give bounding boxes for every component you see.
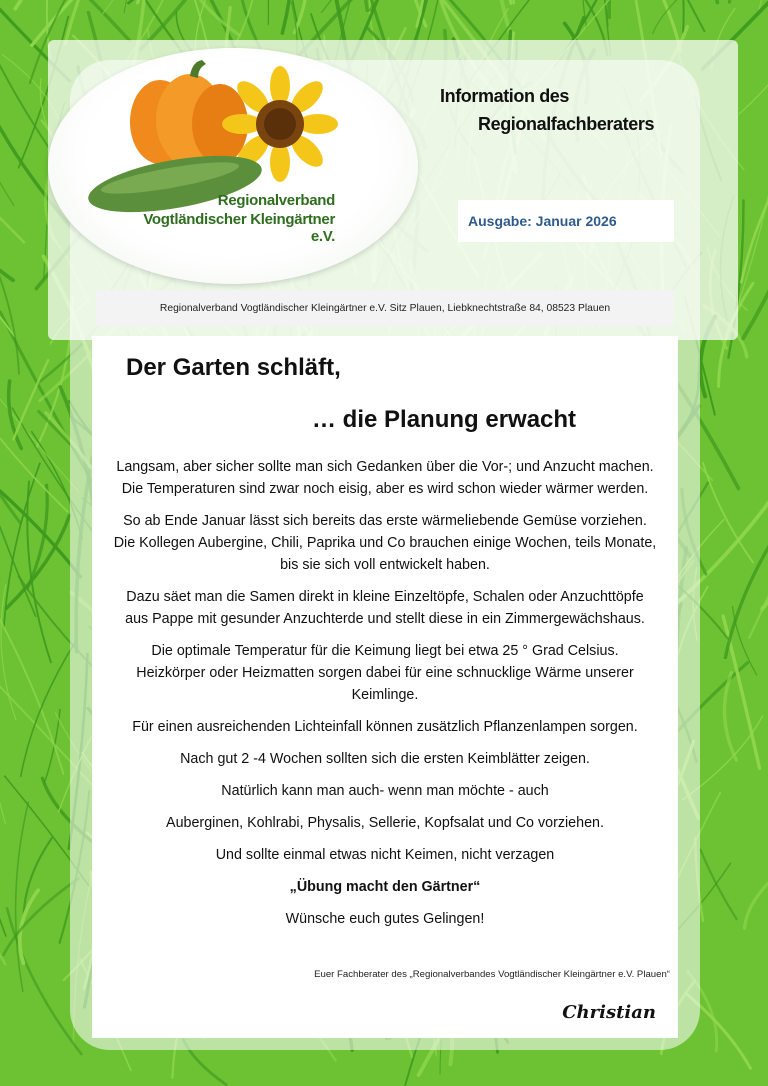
text-line: Langsam, aber sicher sollte man sich Gedanken über die Vor-; und Anzucht machen.: [116, 459, 654, 475]
paragraph: [92, 586, 678, 630]
edition-label: Ausgabe: Januar 2026: [458, 200, 674, 242]
closing-wish: Wünsche euch gutes Gelingen!: [285, 911, 485, 927]
text-line: bis sie sich voll entwickelt haben.: [280, 557, 490, 573]
article-panel: [92, 336, 678, 1038]
text-line: Dazu säet man die Samen direkt in kleine Einzeltöpfe, Schalen oder Anzuchttöpfe: [126, 589, 644, 605]
text-line: Die Kollegen Aubergine, Chili, Paprika und Co brauchen einige Wochen, teils Monate,: [113, 535, 657, 551]
text-line: Auberginen, Kohlrabi, Physalis, Sellerie, Kopfsalat und Co vorziehen.: [166, 815, 604, 831]
paragraph: [92, 780, 678, 802]
info-heading-line2: Regionalfachberaters: [478, 114, 655, 134]
paragraph: [92, 640, 678, 706]
text-line: Die optimale Temperatur für die Keimung liegt bei etwa 25 ° Grad Celsius.: [151, 643, 619, 659]
logo-title-line1: Regionalverband: [217, 192, 335, 209]
text-line: Die Temperaturen sind zwar noch eisig, aber es wird schon wieder wärmer werden.: [121, 481, 649, 497]
text-line: So ab Ende Januar lässt sich bereits das erste wärmeliebende Gemüse vorziehen.: [123, 513, 647, 529]
article-body: [92, 456, 678, 940]
logo-title-line2: Vogtländischer Kleingärtner e.V.: [143, 211, 335, 245]
text-line: Natürlich kann man auch- wenn man möchte - auch: [221, 783, 549, 799]
text-line: Für einen ausreichenden Lichteinfall können zusätzlich Pflanzenlampen sorgen.: [132, 719, 638, 735]
author-signature: Christian: [562, 1002, 656, 1023]
paragraph: [92, 812, 678, 834]
text-line: aus Pappe mit gesunder Anzuchterde und stellt diese in ein Zimmergewächshaus.: [125, 611, 645, 627]
paragraph: [92, 510, 678, 576]
info-heading-line1: Information des: [440, 86, 570, 106]
text-line: Keimlinge.: [351, 687, 419, 703]
article-title-line2: … die Planung erwacht: [312, 406, 577, 433]
address-line: Regionalverband Vogtländischer Kleingärtner e.V. Sitz Plauen, Liebknechtstraße 84, 08523 Plauen: [96, 290, 674, 326]
paragraph: [92, 456, 678, 500]
paragraph: [92, 716, 678, 738]
signature-line: Euer Fachberater des „Regionalverbandes Vogtländischer Kleingärtner e.V. Plauen“: [314, 969, 670, 980]
text-line: Nach gut 2 -4 Wochen sollten sich die ersten Keimblätter zeigen.: [180, 751, 590, 767]
article-title-line1: Der Garten schläft,: [126, 354, 341, 381]
text-line: Heizkörper oder Heizmatten sorgen dabei für eine schnucklige Wärme unserer: [136, 665, 634, 681]
paragraph: [92, 844, 678, 866]
paragraph: [92, 748, 678, 770]
motto: „Übung macht den Gärtner“: [289, 879, 481, 895]
text-line: Und sollte einmal etwas nicht Keimen, nicht verzagen: [215, 847, 555, 863]
